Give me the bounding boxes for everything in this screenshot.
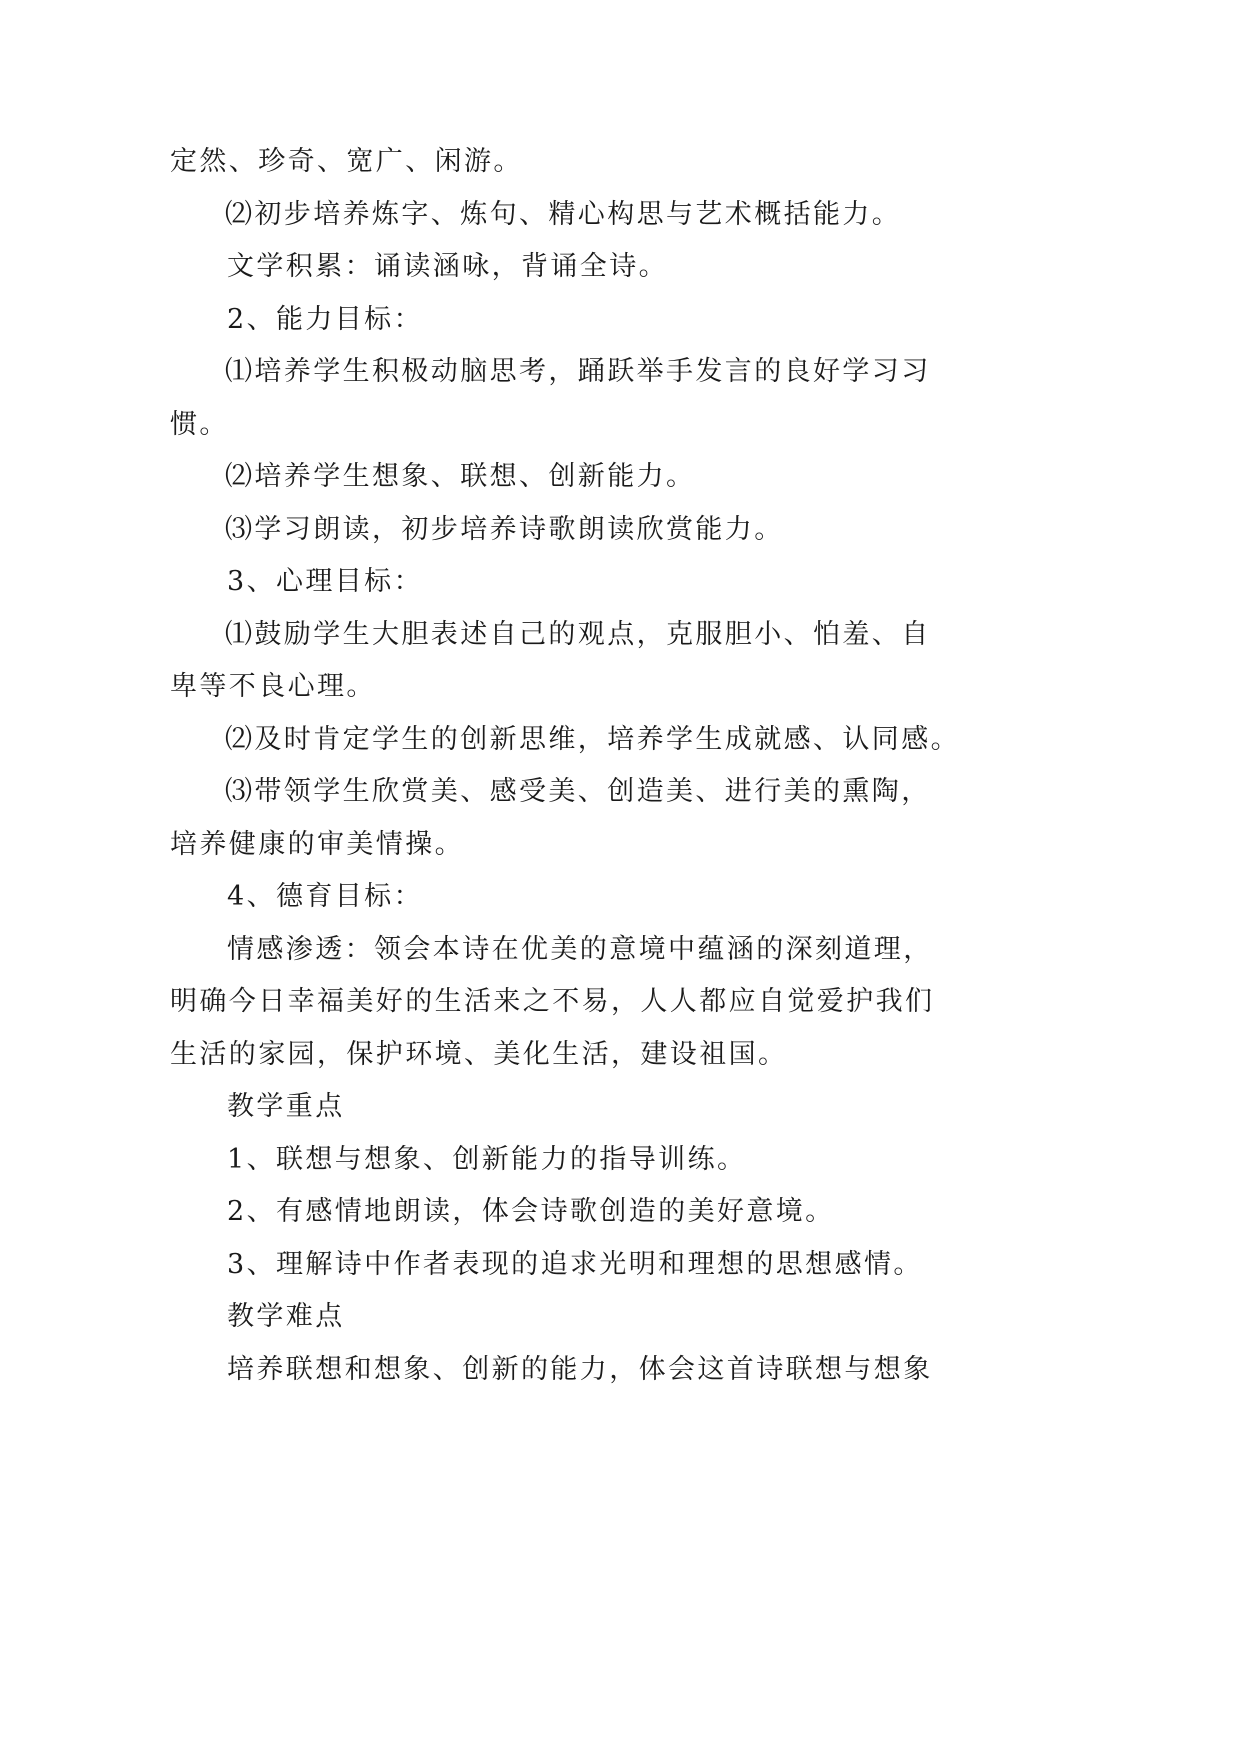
text-line: ⑶学习朗读，初步培养诗歌朗读欣赏能力。	[225, 513, 784, 545]
text-line: 1、联想与想象、创新能力的指导训练。	[227, 1143, 747, 1175]
text-line: 情感渗透：领会本诗在优美的意境中蕴涵的深刻道理，	[227, 933, 933, 965]
text-line: 培养健康的审美情操。	[170, 828, 464, 860]
text-line: ⑴培养学生积极动脑思考，踊跃举手发言的良好学习习	[225, 356, 931, 387]
section-heading: 3、心理目标：	[227, 566, 423, 597]
text-line: ⑵及时肯定学生的创新思维，培养学生成就感、认同感。	[225, 723, 960, 755]
text-line: 文学积累：诵读涵咏，背诵全诗。	[227, 251, 668, 282]
text-line: 2、有感情地朗读，体会诗歌创造的美好意境。	[227, 1196, 835, 1227]
text-line: 3、理解诗中作者表现的追求光明和理想的思想感情。	[227, 1248, 923, 1280]
section-heading: 教学重点	[227, 1091, 345, 1122]
text-line: 培养联想和想象、创新的能力，体会这首诗联想与想象	[227, 1353, 933, 1385]
text-line: 定然、珍奇、宽广、闲游。	[170, 146, 523, 177]
document-body	[170, 136, 960, 1396]
text-line: ⑵初步培养炼字、炼句、精心构思与艺术概括能力。	[225, 198, 902, 230]
text-line: ⑴鼓励学生大胆表述自己的观点，克服胆小、怕羞、自	[225, 618, 931, 650]
section-heading: 4、德育目标：	[227, 881, 423, 912]
text-line: ⑵培养学生想象、联想、创新能力。	[225, 461, 696, 492]
text-line: 生活的家园，保护环境、美化生活，建设祖国。	[170, 1038, 788, 1070]
text-line: 明确今日幸福美好的生活来之不易，人人都应自觉爱护我们	[170, 986, 935, 1017]
text-line: 卑等不良心理。	[170, 671, 376, 702]
section-heading: 教学难点	[227, 1301, 345, 1332]
text-line: 惯。	[170, 408, 229, 440]
section-heading: 2、能力目标：	[227, 303, 423, 335]
text-line: ⑶带领学生欣赏美、感受美、创造美、进行美的熏陶，	[225, 776, 931, 807]
